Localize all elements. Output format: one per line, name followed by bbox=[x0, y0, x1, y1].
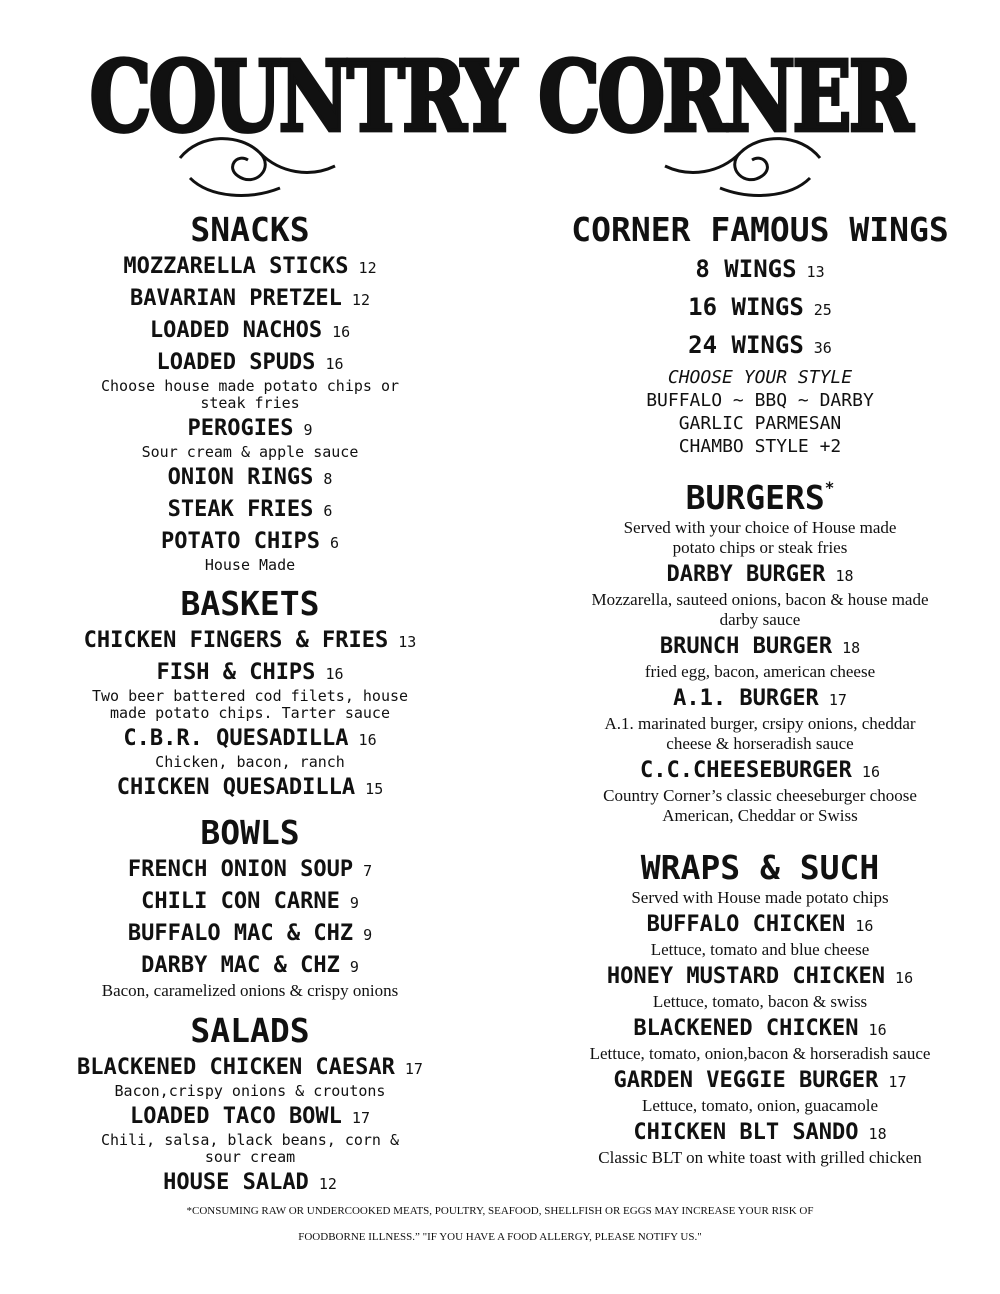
menu-item-description: Lettuce, tomato, onion,bacon & horseradish sauce bbox=[589, 1044, 931, 1063]
menu-item-name: STEAK FRIES bbox=[167, 497, 314, 522]
menu-item-name: FISH & CHIPS bbox=[156, 660, 316, 685]
baskets-heading: BASKETS bbox=[180, 584, 320, 623]
wings-style-1: BUFFALO ~ BBQ ~ DARBY bbox=[646, 390, 874, 411]
menu-item-description: Chili, salsa, black beans, corn & sour cream bbox=[100, 1131, 399, 1166]
menu-item-description: Lettuce, tomato, bacon & swiss bbox=[652, 992, 868, 1011]
menu-item-name: BUFFALO MAC & CHZ bbox=[127, 921, 354, 946]
menu-item-name: PEROGIES bbox=[187, 416, 294, 441]
menu-item-price: 6 bbox=[329, 534, 339, 552]
wings-heading: CORNER FAMOUS WINGS bbox=[571, 210, 949, 249]
menu-item-price: 9 bbox=[349, 958, 359, 976]
menu-item-description: Lettuce, tomato, onion, guacamole bbox=[641, 1096, 879, 1115]
menu-item-description: Two beer battered cod filets, house made potato chips. Tarter sauce bbox=[91, 687, 409, 722]
menu-item-price: 6 bbox=[323, 502, 333, 520]
menu-item bbox=[40, 415, 460, 444]
menu-item-price: 12 bbox=[351, 291, 370, 309]
menu-item-price: 16 bbox=[325, 665, 344, 683]
menu-item bbox=[540, 963, 980, 992]
menu-item-description: Chicken, bacon, ranch bbox=[155, 753, 345, 771]
menu-item-name: HOUSE SALAD bbox=[163, 1170, 309, 1195]
menu-item-price: 18 bbox=[842, 639, 861, 657]
country-corner-logo bbox=[89, 38, 911, 213]
menu-item-price: 13 bbox=[398, 633, 417, 651]
burgers-list bbox=[540, 561, 980, 826]
salads-list bbox=[40, 1054, 460, 1198]
menu-item-price: 16 bbox=[855, 917, 874, 935]
menu-item-name: MOZZARELLA STICKS bbox=[123, 254, 349, 279]
wings-style-2: GARLIC PARMESAN bbox=[678, 413, 842, 434]
menu-item-price: 13 bbox=[806, 263, 825, 281]
menu-item bbox=[540, 1119, 980, 1148]
menu-item bbox=[40, 774, 460, 803]
svg-text:COUNTRY CORNER: COUNTRY CORNER bbox=[89, 38, 911, 154]
menu-item-price: 17 bbox=[888, 1073, 907, 1091]
menu-item bbox=[40, 1103, 460, 1132]
menu-item-price: 9 bbox=[303, 421, 313, 439]
bowls-list bbox=[40, 856, 460, 1001]
menu-item bbox=[540, 633, 980, 662]
menu-item-description: A.1. marinated burger, crsipy onions, cheddar cheese & horseradish sauce bbox=[604, 714, 916, 753]
menu-item-price: 18 bbox=[868, 1125, 887, 1143]
menu-item bbox=[540, 685, 980, 714]
menu-item bbox=[40, 627, 460, 656]
menu-item-name: LOADED TACO BOWL bbox=[130, 1104, 342, 1129]
baskets-list bbox=[40, 627, 460, 803]
menu-item bbox=[540, 292, 980, 326]
menu-item-description: fried egg, bacon, american cheese bbox=[644, 662, 876, 681]
right-column bbox=[540, 208, 980, 1168]
footnote-line-1: *CONSUMING RAW OR UNDERCOOKED MEATS, POULTRY, SEAFOOD, SHELLFISH OR EGGS MAY INCREASE YOUR RISK OF bbox=[186, 1205, 814, 1217]
menu-item-price: 8 bbox=[323, 470, 333, 488]
menu-item-price: 12 bbox=[358, 259, 377, 277]
menu-item-name: C.B.R. QUESADILLA bbox=[123, 726, 349, 751]
menu-item-description: Lettuce, tomato and blue cheese bbox=[650, 940, 870, 959]
snacks-list bbox=[40, 253, 460, 574]
menu-item bbox=[540, 330, 980, 364]
menu-item-price: 18 bbox=[835, 567, 854, 585]
menu-item bbox=[540, 911, 980, 940]
menu-item-name: 16 WINGS bbox=[688, 293, 804, 321]
menu-item-description: Country Corner’s classic cheeseburger choose American, Cheddar or Swiss bbox=[603, 786, 917, 825]
menu-item-price: 12 bbox=[318, 1175, 337, 1193]
menu-item-name: DARBY MAC & CHZ bbox=[141, 953, 340, 978]
menu-item bbox=[540, 1015, 980, 1044]
menu-item-name: BLACKENED CHICKEN CAESAR bbox=[77, 1055, 395, 1080]
menu-item-name: GARDEN VEGGIE BURGER bbox=[613, 1068, 879, 1093]
menu-item-name: LOADED SPUDS bbox=[156, 350, 316, 375]
menu-item bbox=[40, 496, 460, 525]
menu-item-price: 17 bbox=[404, 1060, 423, 1078]
menu-item-name: CHICKEN QUESADILLA bbox=[116, 775, 356, 800]
menu-item bbox=[40, 253, 460, 282]
menu-item-name: C.C.CHEESEBURGER bbox=[640, 758, 852, 783]
menu-item-price: 16 bbox=[868, 1021, 887, 1039]
menu-item-price: 15 bbox=[365, 780, 384, 798]
burgers-heading bbox=[540, 478, 980, 518]
burgers-subtitle: Served with your choice of House made potato chips or steak fries bbox=[623, 518, 897, 557]
footnote-line-2: FOODBORNE ILLNESS.” "IF YOU HAVE A FOOD ALLERGY, PLEASE NOTIFY US." bbox=[298, 1231, 702, 1243]
menu-item bbox=[540, 561, 980, 590]
menu-item bbox=[40, 888, 460, 917]
snacks-heading: SNACKS bbox=[190, 210, 310, 249]
menu-item-description: Mozzarella, sauteed onions, bacon & house made darby sauce bbox=[591, 590, 929, 629]
menu-item-price: 9 bbox=[363, 926, 373, 944]
wings-list bbox=[540, 254, 980, 364]
menu-item bbox=[40, 659, 460, 688]
menu-item-description: Bacon, caramelized onions & crispy onions bbox=[101, 981, 399, 1000]
menu-item bbox=[40, 856, 460, 885]
menu-item-description: Classic BLT on white toast with grilled chicken bbox=[598, 1148, 922, 1167]
menu-item-description: House Made bbox=[204, 556, 296, 574]
menu-item bbox=[40, 528, 460, 557]
menu-item-name: LOADED NACHOS bbox=[149, 318, 323, 343]
menu-item bbox=[40, 1169, 460, 1198]
menu-item bbox=[40, 725, 460, 754]
wings-style-3: CHAMBO STYLE +2 bbox=[678, 436, 842, 457]
wraps-list bbox=[540, 911, 980, 1168]
menu-item-name: DARBY BURGER bbox=[666, 562, 826, 587]
menu-item-price: 16 bbox=[895, 969, 914, 987]
menu-item bbox=[40, 464, 460, 493]
menu-item-price: 16 bbox=[358, 731, 377, 749]
menu-item-description: Sour cream & apple sauce bbox=[141, 443, 359, 461]
menu-item-price: 17 bbox=[828, 691, 847, 709]
menu-item-price: 36 bbox=[813, 339, 832, 357]
menu-item-price: 16 bbox=[861, 763, 880, 781]
menu-item-price: 17 bbox=[351, 1109, 370, 1127]
menu-item-name: BUFFALO CHICKEN bbox=[646, 912, 846, 937]
menu-item-name: 24 WINGS bbox=[688, 331, 804, 359]
wraps-heading: WRAPS & SUCH bbox=[640, 848, 880, 887]
menu-item-price: 7 bbox=[363, 862, 373, 880]
menu-item-price: 25 bbox=[813, 301, 832, 319]
burgers-asterisk: * bbox=[824, 478, 835, 497]
salads-heading: SALADS bbox=[190, 1011, 310, 1050]
menu-item-name: A.1. BURGER bbox=[673, 686, 819, 711]
menu-item bbox=[540, 1067, 980, 1096]
menu-item bbox=[540, 757, 980, 786]
menu-item bbox=[40, 952, 460, 981]
menu-item-name: CHILI CON CARNE bbox=[141, 889, 340, 914]
menu-item-name: FRENCH ONION SOUP bbox=[127, 857, 354, 882]
menu-item bbox=[40, 349, 460, 378]
menu-item-price: 9 bbox=[349, 894, 359, 912]
menu-item-name: CHICKEN BLT SANDO bbox=[633, 1120, 859, 1145]
menu-item-description: Choose house made potato chips or steak fries bbox=[100, 377, 399, 412]
left-column bbox=[40, 208, 460, 1198]
menu-item-description: Bacon,crispy onions & croutons bbox=[114, 1082, 386, 1100]
bowls-heading: BOWLS bbox=[200, 813, 300, 852]
menu-item-name: HONEY MUSTARD CHICKEN bbox=[606, 964, 886, 989]
burgers-title: BURGERS bbox=[685, 478, 825, 517]
wraps-subtitle: Served with House made potato chips bbox=[631, 888, 889, 907]
menu-item-name: 8 WINGS bbox=[695, 255, 797, 283]
wings-style-heading: CHOOSE YOUR STYLE bbox=[667, 367, 853, 388]
menu-item-name: BRUNCH BURGER bbox=[659, 634, 833, 659]
menu-item bbox=[540, 254, 980, 288]
menu-item-name: BAVARIAN PRETZEL bbox=[130, 286, 342, 311]
menu-item-name: POTATO CHIPS bbox=[161, 529, 320, 554]
menu-item-price: 16 bbox=[332, 323, 351, 341]
menu-item bbox=[40, 920, 460, 949]
menu-item bbox=[40, 317, 460, 346]
allergy-footnote bbox=[0, 1198, 1000, 1250]
menu-item-name: ONION RINGS bbox=[167, 465, 314, 490]
menu-item-name: BLACKENED CHICKEN bbox=[633, 1016, 859, 1041]
menu-item bbox=[40, 285, 460, 314]
menu-item-name: CHICKEN FINGERS & FRIES bbox=[83, 628, 389, 653]
menu-item bbox=[40, 1054, 460, 1083]
menu-item-price: 16 bbox=[325, 355, 344, 373]
